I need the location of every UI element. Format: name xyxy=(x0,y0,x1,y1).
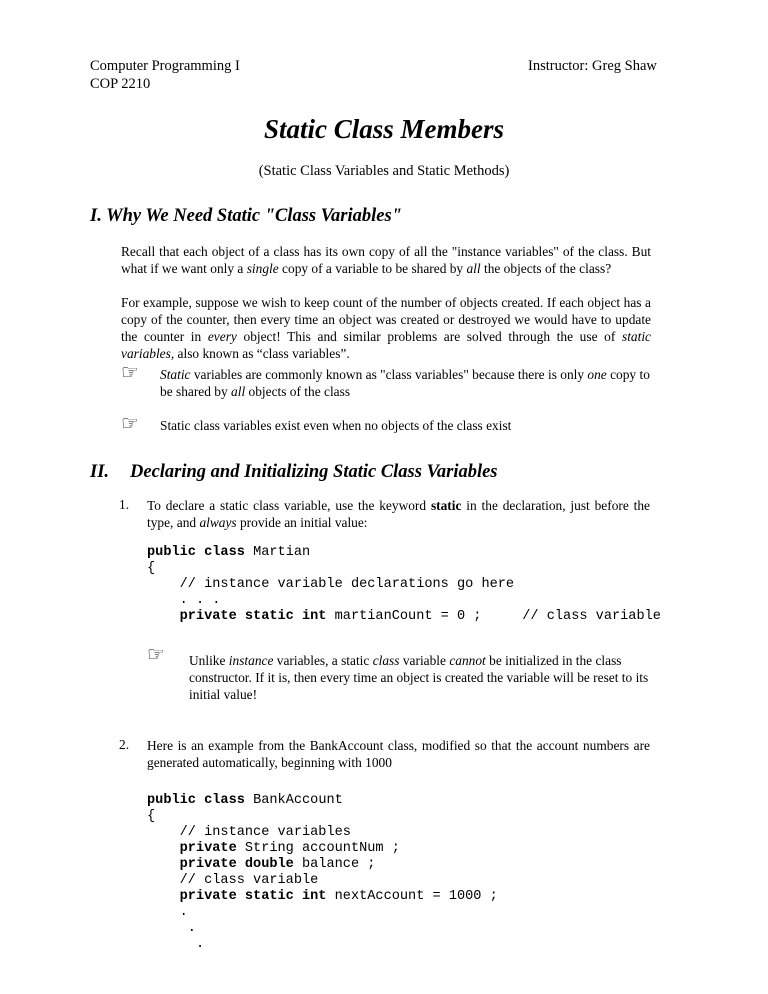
pointing-hand-icon: ☞ xyxy=(147,642,165,666)
note-class-variables: Static variables are commonly known as "class variables" because there is only one copy to be shared by all objects of the class xyxy=(160,367,650,399)
pointing-hand-icon: ☞ xyxy=(121,360,139,384)
page-subtitle: (Static Class Variables and Static Methods) xyxy=(258,163,510,179)
code-line: private static int martianCount = 0 ; // class variable xyxy=(147,609,661,624)
code-line: . . . xyxy=(147,593,221,608)
course-name: Computer Programming I xyxy=(90,58,240,74)
section-1-heading: I. Why We Need Static "Class Variables" xyxy=(90,206,402,226)
item-2-text: Here is an example from the BankAccount class, modified so that the account numbers are generated automatically, beginning with 1000 xyxy=(147,738,650,770)
code-line: private static int nextAccount = 1000 ; xyxy=(147,889,498,904)
code-line: // instance variables xyxy=(147,825,351,840)
note-initialization: Unlike instance variables, a static class variable cannot be initialized in the class constructor. If it is, then every time an object is created the variable will be reset to its initial value! xyxy=(189,653,649,702)
code-line: . xyxy=(147,937,205,952)
code-line: . xyxy=(147,921,196,936)
code-line: { xyxy=(147,809,156,824)
item-1-text: To declare a static class variable, use the keyword static in the declaration, just before the type, and always provide an initial value: xyxy=(147,498,650,530)
course-code: COP 2210 xyxy=(90,76,151,92)
code-line: private String accountNum ; xyxy=(147,841,400,856)
pointing-hand-icon: ☞ xyxy=(121,411,139,435)
item-1-number: 1. xyxy=(119,497,130,512)
section-2-numeral: II. xyxy=(90,462,110,482)
code-line: // instance variable declarations go here xyxy=(147,577,515,592)
note-static-exist: Static class variables exist even when no objects of the class exist xyxy=(160,418,512,433)
code-line: private double balance ; xyxy=(147,857,376,872)
code-line: // class variable xyxy=(147,873,319,888)
section-2-heading: Declaring and Initializing Static Class Variables xyxy=(130,462,498,482)
code-line: public class Martian xyxy=(147,545,311,560)
code-line: public class BankAccount xyxy=(147,793,343,808)
item-2-number: 2. xyxy=(119,737,130,752)
instructor-name: Instructor: Greg Shaw xyxy=(528,58,657,74)
section-1-paragraph-1: Recall that each object of a class has its own copy of all the "instance variables" of the class. But what if we want only a single copy of a variable to be shared by all the objects of the class? xyxy=(121,244,651,276)
code-line: { xyxy=(147,561,156,576)
code-block-bankaccount xyxy=(147,793,498,953)
page-title: Static Class Members xyxy=(263,114,505,144)
code-line: . xyxy=(147,905,188,920)
code-block-martian xyxy=(147,545,661,625)
section-1-paragraph-2: For example, suppose we wish to keep count of the number of objects created. If each object has a copy of the counter, then every time an object was created or destroyed we would have to update the counter in every object! This and similar problems are solved through the use of static variables, also known as “class variables”. xyxy=(121,295,651,361)
